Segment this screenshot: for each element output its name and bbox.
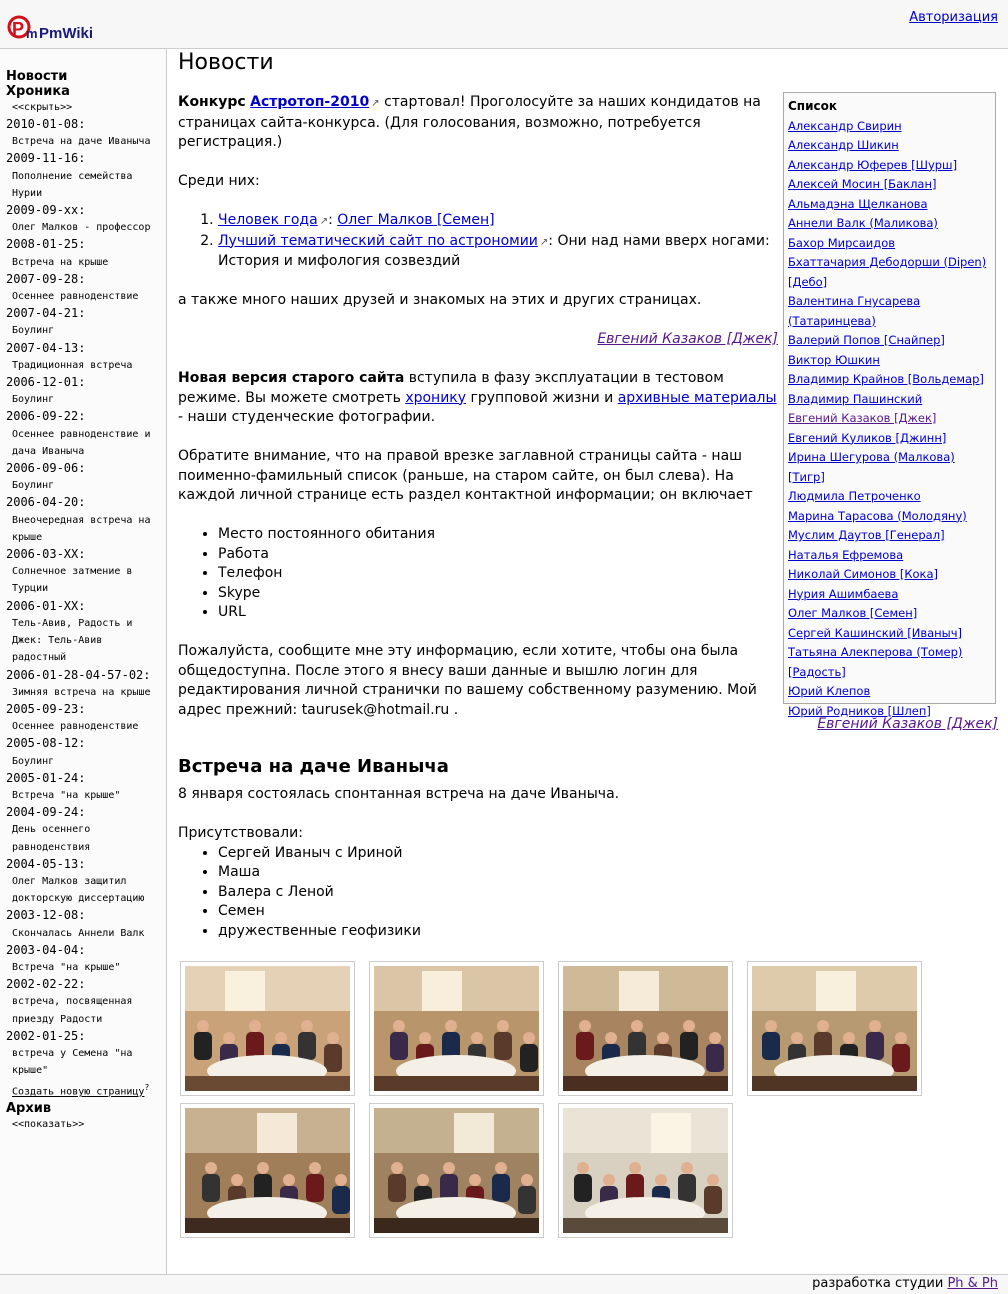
contest-paragraph	[178, 93, 778, 153]
meeting-title: Встреча на даче Иваныча	[178, 756, 449, 777]
chronicle-entry-link[interactable]: Встреча на крыше	[12, 256, 109, 268]
pmwiki-logo[interactable]	[6, 10, 94, 44]
chronicle-entry-link[interactable]: Осеннее равноденствие	[12, 291, 139, 303]
photo-thumbnail[interactable]	[180, 961, 355, 1096]
person-link[interactable]: Муслим Даутов [Генерал]	[788, 528, 945, 542]
list-item	[218, 232, 778, 272]
person-link[interactable]: Татьяна Алекперова (Томер)	[788, 645, 963, 659]
present-label: Присутствовали:	[178, 825, 303, 841]
chronicle-date: 2003-12-08:	[6, 908, 86, 923]
person-link[interactable]: Владимир Пашинский	[788, 391, 923, 406]
p2-text-c: - наши студенческие фотографии.	[178, 409, 436, 425]
chronicle-entry-link[interactable]: Олег Малков защитил докторскую диссертацию	[12, 875, 145, 905]
photo-thumbnail[interactable]	[747, 961, 922, 1096]
person-link[interactable]: Евгений Куликов [Джинн]	[788, 430, 947, 445]
show-toggle[interactable]: <<показать>>	[12, 1118, 85, 1130]
new-version-paragraph	[178, 369, 778, 428]
photo-thumbnail[interactable]	[558, 961, 733, 1096]
person-link[interactable]: Виктор Юшкин	[788, 352, 880, 367]
notice-paragraph: Обратите внимание, что на правой врезке заглавной страницы сайта - наш поименно-фамильный список (раньше, на старом сайте, он был слева). На каждой личной странице есть раздел контактной информации; он включает	[178, 448, 753, 503]
chronicle-entry-link[interactable]: Зимняя встреча на крыше	[12, 686, 151, 698]
list-item: • Место постоянного обитания	[218, 525, 778, 545]
meeting-intro: 8 января состоялась спонтанная встреча на даче Иваныча.	[178, 786, 620, 802]
nominee-list	[178, 211, 778, 272]
person-link[interactable]: Валентина Гнусарева	[788, 294, 921, 308]
sidebar-news[interactable]: Новости	[6, 69, 68, 84]
astrotop-link[interactable]: Астротоп-2010	[250, 94, 370, 110]
chronicle-date: 2006-09-22:	[6, 409, 86, 424]
studio-link[interactable]: Ph & Ph	[947, 1276, 998, 1291]
chronicle-entry-link[interactable]: Осеннее равноденствие и дача Иваныча	[12, 428, 151, 457]
external-link-icon: ↗	[319, 216, 329, 227]
person-link[interactable]: (Татаринцева)	[788, 313, 876, 328]
sidebar-chronicle[interactable]: Хроника	[6, 84, 70, 99]
page-title: Новости	[178, 50, 274, 75]
person-link[interactable]: Юрий Родников [Шлеп]	[788, 703, 931, 718]
person-link[interactable]: Алексей Мосин [Баклан]	[788, 177, 937, 191]
author-signature-link[interactable]: Евгений Казаков [Джек]	[817, 716, 998, 732]
person-link[interactable]: Евгений Казаков [Джек]	[788, 411, 937, 425]
chronicle-date: 2004-09-24:	[6, 805, 86, 820]
chronicle-entry-link[interactable]: Тель-Авив, Радость и Джек: Тель-Авив радостный	[12, 617, 133, 664]
chronicle-date: 2002-01-25:	[6, 1028, 86, 1043]
chronicle-date: 2006-01-28-04-57-02:	[6, 667, 151, 682]
oleg-malkov-link[interactable]: Олег Малков [Семен]	[337, 212, 495, 228]
site-title: Они над нами вверх ногами: История и мифология созвездий	[218, 232, 770, 269]
contest-bold: Конкурс	[178, 94, 246, 110]
chronicle-entry-link[interactable]: Встреча на даче Иваныча	[12, 136, 151, 148]
list-item: • Телефон	[218, 564, 778, 584]
news-article	[178, 93, 778, 720]
chronicle-date: 2002-02-22:	[6, 977, 86, 992]
person-link[interactable]: [Радость]	[788, 664, 846, 679]
list-item: • Работа	[218, 545, 778, 565]
external-link-icon: ↗	[539, 236, 549, 248]
person-link[interactable]: Александр Свирин	[788, 118, 902, 133]
chronicle-entry-link[interactable]: встреча у Семена "на крыше"	[12, 1047, 133, 1077]
contest-text: стартовал! Проголосуйте за наших кондидатов на страницах сайта-конкурса. (Для голосования, возможно, потребуется регистрация.)	[178, 94, 761, 150]
separator: :	[328, 212, 333, 228]
person-link[interactable]: [Дебо]	[788, 274, 828, 289]
svg-text:P: P	[12, 19, 25, 39]
new-version-bold: Новая версия старого сайта	[178, 370, 405, 386]
person-link[interactable]: Нурия Ашимбаева	[788, 586, 899, 601]
request-paragraph: Пожалуйста, сообщите мне эту информацию, если хотите, чтобы она была общедоступна. После этого я внесу ваши данные и вышлю логин для редактирования личной странички по вашему собственному разумению. Мой адрес прежний: taurusek@hotmail.ru .	[178, 643, 757, 718]
photo-thumbnail[interactable]	[180, 1103, 355, 1238]
header	[0, 0, 1008, 49]
photo-thumbnail[interactable]	[369, 961, 544, 1096]
person-link[interactable]: Людмила Петроченко	[788, 489, 921, 503]
person-of-year-link[interactable]: Человек года	[218, 212, 318, 228]
sidebar	[0, 49, 167, 1274]
sidebar-archive[interactable]: Архив	[6, 1100, 52, 1116]
photo-thumbnail[interactable]	[369, 1103, 544, 1238]
people-list-box	[783, 92, 996, 718]
list-item: • дружественные геофизики	[218, 922, 998, 942]
person-link[interactable]: Сергей Кашинский [Иваныч]	[788, 625, 963, 640]
person-link[interactable]: Бхаттачария Дебодорши (Dipen)	[788, 255, 987, 269]
logo-text: PmWiki	[39, 25, 94, 42]
chronicle-date: 2007-04-21:	[6, 306, 86, 321]
chronicle-entry-link[interactable]: встреча, посвященная приезду Радости	[12, 996, 133, 1025]
chronicle-entry-link[interactable]: Осеннее равноденствие	[12, 721, 139, 733]
list-item: • Сергей Иваныч с Ириной	[218, 844, 998, 864]
chronicle-entry-link[interactable]: Олег Малков - профессор	[12, 222, 151, 234]
chronicle-date: 2005-08-12:	[6, 736, 86, 751]
chronicle-date: 2008-01-25:	[6, 237, 86, 252]
chronicle-date: 2006-01-XX:	[6, 598, 86, 613]
hide-toggle[interactable]: <<скрыть>>	[12, 102, 73, 113]
create-page-mark: ?	[144, 1083, 150, 1093]
svg-text:m: m	[26, 26, 38, 41]
person-link[interactable]: Владимир Крайнов [Вольдемар]	[788, 372, 984, 386]
create-page-link[interactable]: Создать новую страницу	[12, 1086, 145, 1098]
p2-text-a: вступила в фазу эксплуатации в тестовом режиме. Вы можете смотреть	[178, 370, 724, 406]
attendees-list	[178, 844, 998, 942]
chronicle-date: 2006-12-01:	[6, 375, 86, 390]
chronicle-entry-link[interactable]: Боулинг	[12, 325, 55, 337]
p2-text-b: групповой жизни и	[470, 389, 614, 406]
external-link-icon: ↗	[371, 98, 380, 109]
chronicle-date: 2006-03-XX:	[6, 547, 86, 562]
meeting-article	[178, 755, 998, 941]
also-text: а также много наших друзей и знакомых на этих и других страницах.	[178, 292, 702, 308]
chronicle-date: 2006-04-20:	[6, 495, 86, 510]
chronicle-entry-link[interactable]: Пополнение семейства Нурии	[12, 170, 133, 199]
contact-info-list	[178, 525, 778, 623]
person-link[interactable]: Альмадэна Щелканова	[788, 196, 928, 211]
person-link[interactable]: Наталья Ефремова	[788, 547, 904, 562]
chronicle-entry-link[interactable]: Внеочередная встреча на крыше	[12, 514, 151, 543]
person-link[interactable]: Бахор Мирсаидов	[788, 235, 896, 250]
person-link[interactable]: Александр Юферев [Шурш]	[788, 157, 958, 172]
archive-link[interactable]: архивные материалы	[617, 389, 777, 406]
chronicle-link[interactable]: хронику	[405, 389, 467, 406]
person-link[interactable]: Юрий Клепов	[788, 684, 871, 698]
list-item: • Маша	[218, 863, 998, 883]
person-link[interactable]: Валерий Попов [Снайпер]	[788, 333, 945, 347]
chronicle-date: 2005-09-23:	[6, 701, 86, 716]
chronicle-date: 2007-09-28:	[6, 271, 86, 286]
photo-thumbnail[interactable]	[558, 1103, 733, 1238]
chronicle-entry-link[interactable]: Скончалась Аннели Валк	[12, 927, 145, 939]
chronicle-date: 2003-04-04:	[6, 942, 86, 957]
person-link[interactable]: Олег Малков [Семен]	[788, 606, 918, 620]
chronicle-date: 2009-11-16:	[6, 151, 86, 166]
person-link[interactable]: Николай Симонов [Кока]	[788, 567, 938, 581]
footer-text: разработка студии	[812, 1276, 944, 1291]
person-link[interactable]: Ирина Шегурова (Малкова) [Тигр]	[788, 450, 955, 484]
login-link[interactable]: Авторизация	[909, 10, 998, 25]
chronicle-entry-link[interactable]: Боулинг	[12, 480, 55, 492]
chronicle-date: 2006-09-06:	[6, 461, 86, 476]
chronicle-list	[0, 116, 166, 1079]
list-item	[218, 211, 778, 232]
chronicle-date: 2004-05-13:	[6, 856, 86, 871]
people-list	[788, 117, 995, 722]
author-signature-link[interactable]: Евгений Казаков [Джек]	[597, 331, 778, 347]
list-item: • URL	[218, 603, 778, 623]
person-link[interactable]: Аннели Валк (Маликова)	[788, 216, 938, 230]
among-text: Среди них:	[178, 173, 260, 189]
main-content	[178, 49, 1000, 939]
chronicle-entry-link[interactable]: Встреча "на крыше"	[12, 789, 121, 801]
create-page-item	[0, 1079, 166, 1100]
list-item: • Валера с Леной	[218, 883, 998, 903]
chronicle-entry-link[interactable]: Боулинг	[12, 394, 55, 406]
chronicle-entry-link[interactable]: Традиционная встреча	[12, 359, 133, 371]
best-site-link[interactable]: Лучший тематический сайт по астрономии	[218, 232, 538, 249]
chronicle-date: 2009-09-xx:	[6, 203, 86, 218]
chronicle-entry-link[interactable]: Боулинг	[12, 755, 55, 767]
separator: :	[548, 232, 554, 249]
footer	[0, 1274, 1008, 1294]
chronicle-entry-link[interactable]: Встреча "на крыше"	[12, 961, 121, 973]
chronicle-date: 2007-04-13:	[6, 340, 86, 355]
person-link[interactable]: Марина Тарасова (Молодяну)	[788, 508, 967, 523]
chronicle-date: 2005-01-24:	[6, 770, 86, 785]
chronicle-date: 2010-01-08:	[6, 117, 86, 131]
person-link[interactable]: Александр Шикин	[788, 138, 899, 152]
list-item: • Skype	[218, 584, 778, 604]
people-list-title: Список	[788, 99, 838, 113]
chronicle-entry-link[interactable]: День осеннего равноденствия	[12, 824, 91, 853]
list-item: • Семен	[218, 902, 998, 922]
chronicle-entry-link[interactable]: Солнечное затмение в Турции	[12, 566, 133, 595]
